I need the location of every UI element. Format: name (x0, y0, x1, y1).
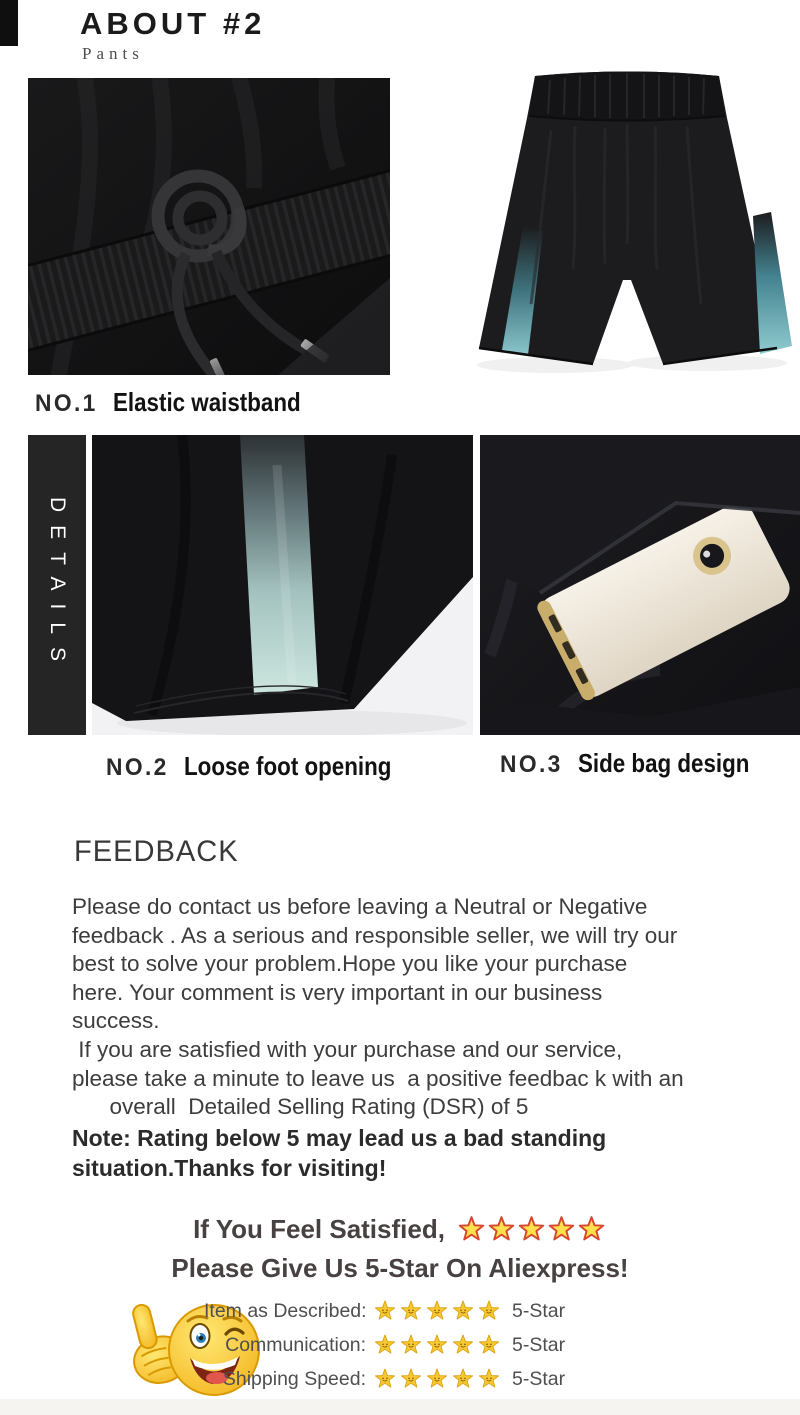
star-icon (374, 1300, 396, 1322)
paragraph-line: please take a minute to leave us a positive feedbac k with an (72, 1065, 684, 1091)
rating-value: 5-Star (512, 1299, 566, 1322)
callout-no3 (500, 748, 777, 779)
rating-stars (374, 1300, 502, 1322)
star-icon (452, 1334, 474, 1356)
five-star-appeal (0, 1212, 800, 1285)
paragraph-line: success. (72, 1008, 160, 1034)
star-icon (578, 1216, 605, 1243)
appeal-stars (457, 1216, 607, 1251)
paragraph-line: Please do contact us before leaving a Neutral or Negative (72, 894, 648, 919)
star-icon (426, 1334, 448, 1356)
appeal-line-1 (0, 1212, 800, 1251)
star-icon (374, 1368, 396, 1390)
star-icon (400, 1334, 422, 1356)
feedback-paragraph-2 (72, 1036, 772, 1122)
feedback-heading: FEEDBACK (74, 835, 239, 868)
star-icon (478, 1334, 500, 1356)
page-title: ABOUT #2 (80, 6, 266, 41)
star-icon (452, 1368, 474, 1390)
rating-stars (374, 1334, 502, 1356)
drawstring-image (28, 78, 390, 375)
callout-no3-number: NO.3 (500, 751, 563, 778)
callout-no2 (106, 751, 425, 782)
callout-no2-number: NO.2 (106, 754, 169, 781)
rating-value: 5-Star (512, 1367, 566, 1390)
rating-label: Item as Described: (204, 1299, 367, 1322)
note-line: Note: Rating below 5 may lead us a bad standing (72, 1125, 607, 1151)
shorts-product-photo (455, 64, 800, 376)
star-icon (426, 1300, 448, 1322)
paragraph-line: If you are satisfied with your purchase and our service, (72, 1037, 623, 1062)
paragraph-line: overall Detailed Selling Rating (DSR) of 5 (72, 1094, 529, 1120)
star-icon (548, 1216, 575, 1243)
star-icon (374, 1334, 396, 1356)
corner-decoration (0, 0, 18, 46)
star-icon (452, 1300, 474, 1322)
rating-label: Communication: (225, 1333, 366, 1356)
callout-no3-label: Side bag design (578, 748, 750, 778)
star-icon (426, 1368, 448, 1390)
details-banner-label: DETAILS (46, 496, 69, 674)
star-icon (518, 1216, 545, 1243)
details-banner (28, 435, 86, 735)
bottom-strip (0, 1399, 800, 1415)
side-pocket-photo (480, 435, 800, 735)
page-subtitle: Pants (82, 44, 144, 63)
callout-no1-label: Elastic waistband (113, 387, 301, 417)
appeal-text-1: If You Feel Satisfied, (193, 1214, 445, 1244)
waistband-closeup-photo (28, 78, 390, 375)
callout-no1-number: NO.1 (35, 390, 98, 417)
star-icon (458, 1216, 485, 1243)
appeal-line-2: Please Give Us 5-Star On Aliexpress! (171, 1253, 629, 1283)
rating-row (204, 1362, 565, 1396)
paragraph-line: best to solve your problem.Hope you like your purchase (72, 951, 628, 977)
rating-row (204, 1328, 565, 1362)
shorts-image (455, 64, 800, 376)
star-icon (488, 1216, 515, 1243)
rating-value: 5-Star (512, 1333, 566, 1356)
paragraph-line: here. Your comment is very important in our business (72, 979, 603, 1005)
seller-ratings (204, 1294, 565, 1396)
callout-no2-label: Loose foot opening (184, 751, 392, 781)
paragraph-line: feedback . As a serious and responsible seller, we will try our (72, 922, 678, 948)
star-icon (400, 1368, 422, 1390)
rating-row (204, 1294, 565, 1328)
star-icon (478, 1300, 500, 1322)
pocket-phone-image (480, 435, 800, 735)
star-icon (400, 1300, 422, 1322)
note-line: situation.Thanks for visiting! (72, 1155, 387, 1181)
star-icon (478, 1368, 500, 1390)
foot-opening-image (92, 435, 473, 735)
rating-label: Shipping Speed: (222, 1367, 366, 1390)
feedback-paragraph-1 (72, 893, 772, 1036)
callout-no1 (35, 387, 331, 418)
foot-opening-photo (92, 435, 473, 735)
rating-stars (374, 1368, 502, 1390)
feedback-note (72, 1123, 772, 1183)
